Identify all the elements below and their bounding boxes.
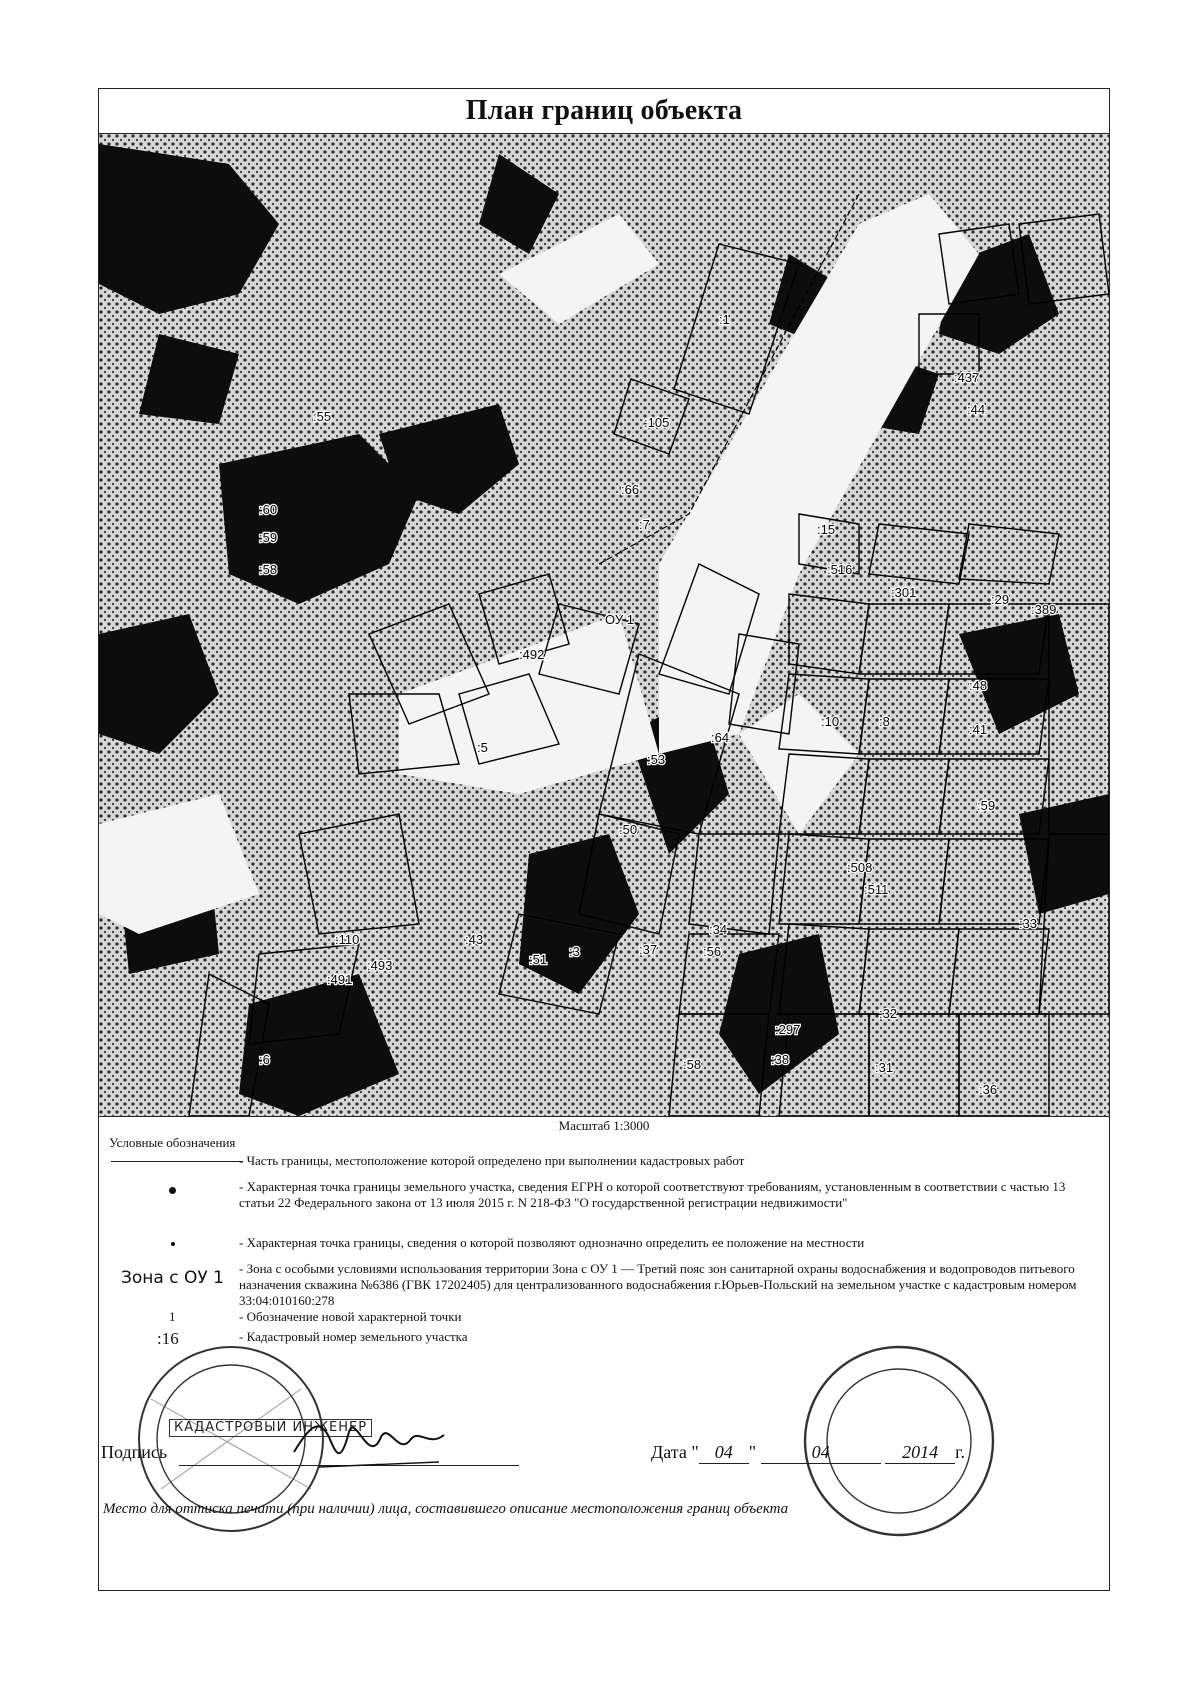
legend-item-egrn-point: - Характерная точка границы земельного участка, сведения ЕГРН о которой соответствуют требованиям, установленным в соответствии с частью 13 статьи 22 Федерального закона от 13 июля 2015 г. N 218-ФЗ "О государственной регистрации недвижимости" [239,1179,1066,1210]
parcel-label: :41 [969,722,988,737]
legend-new-point-symbol: 1 [169,1309,176,1324]
parcel-label: :59 [977,798,996,813]
parcel-label: :44 [967,402,986,417]
parcel-label: :389 [1031,602,1057,617]
ministry-seal [799,1341,999,1541]
parcel-label: :1 [719,312,730,327]
legend-title: Условные обозначения [109,1135,236,1150]
parcel-label: :511 [864,882,889,897]
parcel-label: :491 [327,972,353,987]
parcel-label: :53 [647,752,666,767]
legend-cadastral-symbol: :16 [157,1329,179,1348]
parcel-label: :15 [817,522,836,537]
parcel-label: :508 [847,860,873,875]
parcel-label: :38 [771,1052,790,1067]
parcel-label: :58 [683,1057,702,1072]
document-title: План границ объекта [465,95,743,126]
parcel-label: :34 [709,922,728,937]
parcel-label: :51 [529,952,548,967]
parcel-label: :55 [313,409,332,424]
parcel-label: :437 [954,370,980,385]
parcel-label: ОУ 1 [605,612,634,627]
parcel-label: :36 [979,1082,998,1097]
signature-scribble [289,1407,449,1477]
parcel-label: :48 [969,678,988,693]
legend-item-new-point: - Обозначение новой характерной точки [239,1309,462,1324]
map-scale: Масштаб 1:3000 [558,1118,650,1133]
parcel-label: :50 [619,822,638,837]
legend-item-zone: - Зона с особыми условиями использования территории Зона с ОУ 1 — Третий пояс зон санитарной охраны водоснабжения и водопроводов питьевого назначения скважина №6386 (ГВК 17202405) для централизованного водоснабжения г.Юрьев-Польский на земельном участке с кадастровым номером 33:04:010160:278 [239,1261,1077,1308]
aerial-map [99,134,1109,1117]
parcel-label: :32 [879,1006,898,1021]
seal-place-note: Место для оттиска печати (при наличии) лица, составившего описание местоположения границ объекта [103,1501,789,1517]
parcel-label: :516 [827,562,853,577]
legend-zone-symbol: Зона с ОУ 1 [121,1268,224,1288]
parcel-label: :64 [711,730,730,745]
title-row [99,89,1109,134]
date-day: 04 [699,1442,749,1464]
parcel-label: :10 [821,714,840,729]
legend-item-cadastral: - Кадастровый номер земельного участка [239,1329,468,1344]
parcel-label: :297 [775,1022,801,1037]
signature-label: Подпись [101,1442,168,1462]
legend-dot-large-symbol [169,1187,176,1194]
parcel-label: :3 [569,944,580,959]
parcel-label: :8 [879,714,890,729]
parcel-label: :66 [621,482,640,497]
map-canvas [99,134,1109,1116]
parcel-label: :29 [991,592,1010,607]
legend-item-point: - Характерная точка границы, сведения о которой позволяют однозначно определить ее положение на местности [239,1235,865,1250]
stamp-engineer-text: КАДАСТРОВЫЙ ИНЖЕНЕР [169,1419,372,1437]
parcel-label: :301 [891,585,917,600]
date-month: 04 [761,1442,881,1464]
parcel-label: :492 [519,647,545,662]
parcel-label: :56 [703,944,722,959]
document-frame [98,88,1110,1591]
date-year: 2014 [885,1442,955,1464]
parcel-label: :5 [477,740,488,755]
parcel-label: :37 [639,942,658,957]
date-label: Дата " 04 " 04 2014 г. [651,1442,965,1462]
legend-dot-small-symbol [171,1242,175,1246]
parcel-label: :31 [875,1060,894,1075]
parcel-label: :59 [259,530,278,545]
parcel-label: :60 [259,502,278,517]
parcel-label: :33 [1019,916,1038,931]
parcel-label: :6 [259,1052,270,1067]
parcel-label: :105 [644,415,670,430]
legend-item-boundary: - Часть границы, местоположение которой определено при выполнении кадастровых работ [239,1153,745,1168]
parcel-label: :7 [639,517,650,532]
parcel-label: :58 [259,562,278,577]
legend-line-symbol [111,1161,243,1162]
parcel-label: :493 [367,958,393,973]
parcel-label: :110 [335,932,360,947]
parcel-label: :43 [465,932,484,947]
